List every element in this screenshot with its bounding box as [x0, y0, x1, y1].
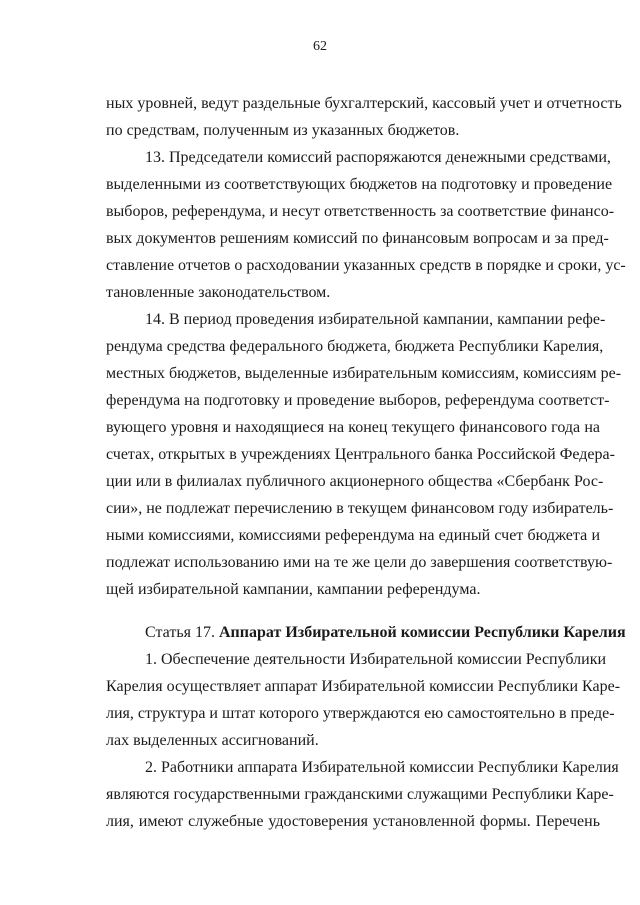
article-heading: [145, 623, 626, 643]
text-line: 13. Председатели комиссий распоряжаются денежными средствами,: [145, 149, 611, 166]
text-line: счетах, открытых в учреждениях Центрального банка Российской Федера-: [106, 446, 615, 463]
text-line: ными комиссиями, комиссиями референдума на единый счет бюджета и: [106, 527, 600, 544]
page-number: 62: [313, 39, 327, 54]
article-number: Статья 17.: [145, 624, 219, 641]
text-line: местных бюджетов, выделенные избирательным комиссиям, комиссиям ре-: [106, 365, 622, 382]
text-line: подлежат использованию ими на те же цели до завершения соответствую-: [106, 554, 613, 571]
text-line: лия, структура и штат которого утверждаются ею самостоятельно в преде-: [106, 705, 615, 722]
text-line: выборов, референдума, и несут ответственность за соответствие финансо-: [106, 203, 615, 220]
text-line: ставление отчетов о расходовании указанных средств в порядке и сроки, ус-: [106, 257, 626, 274]
text-line: ции или в филиалах публичного акционерного общества «Сбербанк Рос-: [106, 473, 604, 490]
text-line: тановленные законодательством.: [106, 284, 331, 301]
text-line: являются государственными гражданскими служащими Республики Каре-: [106, 786, 614, 803]
text-line: 2. Работники аппарата Избирательной комиссии Республики Карелия: [145, 759, 619, 776]
text-line: вующего уровня и находящиеся на конец текущего финансового года на: [106, 419, 600, 436]
text-line: вых документов решениям комиссий по финансовым вопросам и за пред-: [106, 230, 609, 247]
text-line: выделенными из соответствующих бюджетов на подготовку и проведение: [106, 176, 613, 193]
text-line: 1. Обеспечение деятельности Избирательной комиссии Республики: [145, 651, 607, 668]
text-line: Карелия осуществляет аппарат Избирательной комиссии Республики Каре-: [106, 678, 621, 695]
article-title: Аппарат Избирательной комиссии Республики Карелия: [218, 624, 626, 641]
text-line: 14. В период проведения избирательной кампании, кампании рефе-: [145, 311, 606, 328]
text-line: по средствам, полученным из указанных бюджетов.: [106, 122, 460, 139]
text-line: лия, имеют служебные удостоверения установленной формы. Перечень: [106, 813, 600, 830]
text-line: лах выделенных ассигнований.: [106, 732, 319, 749]
text-line: щей избирательной кампании, кампании референдума.: [106, 581, 481, 598]
text-line: рендума средства федерального бюджета, бюджета Республики Карелия,: [106, 338, 604, 355]
text-line: ферендума на подготовку и проведение выборов, референдума соответст-: [106, 392, 610, 409]
text-line: ных уровней, ведут раздельные бухгалтерский, кассовый учет и отчетность: [106, 95, 622, 112]
text-line: сии», не подлежат перечислению в текущем финансовом году избиратель-: [106, 500, 614, 517]
